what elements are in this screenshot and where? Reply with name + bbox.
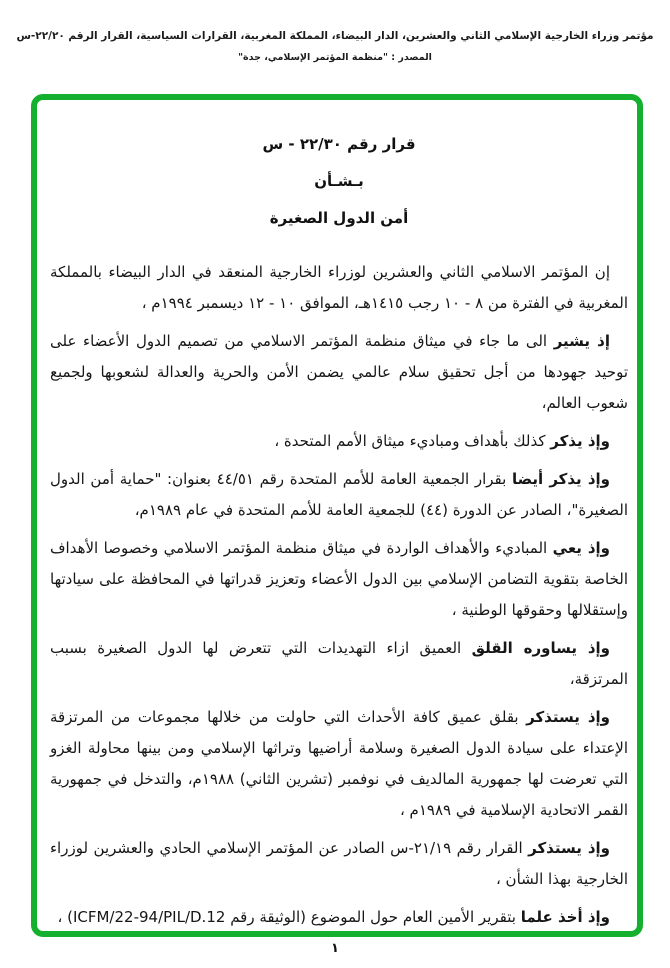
paragraph xyxy=(50,326,628,419)
paragraph-lead: وإذ يستذكر xyxy=(526,708,610,726)
paragraph-lead: إذ يشير xyxy=(553,332,610,350)
paragraph-text: إن المؤتمر الاسلامي الثاني والعشرين لوزراء الخارجية المنعقد في الدار البيضاء بالمملكة المغربية في الفترة من ٨ - ١٠ رجب ١٤١٥هـ، الموافق ١٠ - ١٢ ديسمبر ١٩٩٤م ، xyxy=(50,263,628,312)
paragraph xyxy=(50,533,628,626)
document-header-source: المصدر : "منظمة المؤتمر الإسلامي، جدة" xyxy=(238,52,432,63)
paragraph xyxy=(50,633,628,695)
document-header-citation: مؤتمر وزراء الخارجية الإسلامي الثاني والعشرين، الدار البيضاء، المملكة المغربية، القرارات السياسية، القرار الرقم ٢٢/٢٠-س xyxy=(16,30,654,42)
paragraph-lead: وإذ أخذ علما xyxy=(520,908,610,926)
resolution-title-block xyxy=(50,126,628,237)
paragraph xyxy=(50,702,628,826)
paragraph-text: العميق ازاء التهديدات التي تتعرض لها الدول الصغيرة بسبب المرتزقة، xyxy=(50,639,628,688)
paragraph-text: بتقرير الأمين العام حول الموضوع (الوثيقة رقم ICFM/22-94/PIL/D.12) ، xyxy=(57,908,521,926)
paragraph xyxy=(50,902,628,933)
paragraph xyxy=(50,833,628,895)
paragraph xyxy=(50,464,628,526)
paragraph-text: المباديء والأهداف الواردة في ميثاق منظمة المؤتمر الاسلامي وخصوصا الأهداف الخاصة بتقوية التضامن الإسلامي بين الدول الأعضاء وتعزيز قدراتها في المحافظة على سيادتها وإستقلالها وحقوقها الوطنية ، xyxy=(50,539,628,619)
paragraph-lead: وإذ يستذكر xyxy=(528,839,610,857)
paragraph-lead: وإذ يساوره القلق xyxy=(471,639,610,657)
paragraph-text: كذلك بأهداف ومباديء ميثاق الأمم المتحدة ، xyxy=(274,432,551,450)
paragraph-lead: وإذ يذكر أيضا xyxy=(512,470,610,488)
document-body xyxy=(50,126,628,940)
page-number: ١ xyxy=(331,941,339,956)
paragraph xyxy=(50,426,628,457)
paragraph-lead: وإذ يذكر xyxy=(550,432,610,450)
paragraph-text: القرار رقم ٢١/١٩-س الصادر عن المؤتمر الإسلامي الحادي والعشرين لوزراء الخارجية بهذا الشأن ، xyxy=(50,839,628,888)
paragraph-lead: وإذ يعي xyxy=(552,539,610,557)
resolution-number-line: قرار رقم ٢٢/٣٠ - س xyxy=(262,135,416,153)
paragraph xyxy=(50,257,628,319)
resolution-regarding-line: بـشـأن xyxy=(314,172,364,190)
paragraphs xyxy=(50,257,628,933)
paragraph-text: الى ما جاء في ميثاق منظمة المؤتمر الاسلامي من تصميم الدول الأعضاء على توحيد جهودها من أجل تحقيق سلام عالمي يضمن الأمن والحرية والعدالة لشعوبها ولجميع شعوب العالم، xyxy=(50,332,628,412)
paragraph-text: بقلق عميق كافة الأحداث التي حاولت من خلالها مجموعات من المرتزقة الإعتداء على سيادة الدول الصغيرة وسلامة أراضيها وتراثها الإسلامي ومن بينها محاولة الغزو التي تعرضت لها جمهورية المالديف في نوفمبر (تشرين الثاني) ١٩٨٨م، والتدخل في جمهورية القمر الاتحادية الإسلامية في ١٩٨٩م ، xyxy=(50,708,628,819)
paragraph-text: بقرار الجمعية العامة للأمم المتحدة رقم ٤٤/٥١ بعنوان: "حماية أمن الدول الصغيرة"، الصادر عن الدورة (٤٤) للجمعية العامة للأمم المتحدة في عام ١٩٨٩م، xyxy=(50,470,628,519)
resolution-subject-line: أمن الدول الصغيرة xyxy=(269,209,409,227)
